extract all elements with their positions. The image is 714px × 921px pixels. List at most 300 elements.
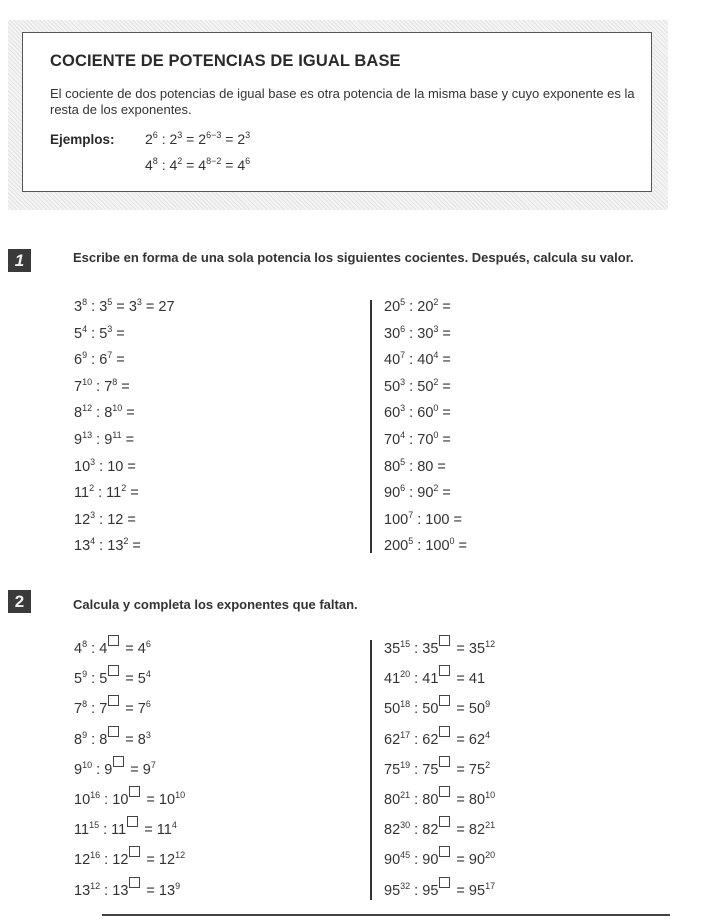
power-exponent: 15	[400, 639, 411, 649]
operator-text: =	[121, 431, 135, 448]
power-exponent: 7	[150, 759, 156, 770]
power-base: 4	[145, 157, 153, 173]
exercise-item	[384, 507, 467, 534]
exponent-answer-box[interactable]	[439, 846, 450, 857]
power-exponent: 6−3	[206, 130, 222, 140]
exercise-item	[384, 400, 467, 427]
power-exponent: 15	[89, 820, 100, 831]
exercise-item	[74, 785, 185, 815]
exercise-item	[74, 634, 185, 664]
exercise-item	[384, 664, 495, 694]
power-base: 11	[74, 485, 90, 502]
power-exponent: 32	[400, 880, 411, 891]
power-exponent: 6	[145, 699, 151, 710]
power-exponent: 17	[485, 880, 496, 891]
power-exponent: 8	[152, 156, 158, 166]
power-exponent: 3	[245, 130, 251, 140]
exercise-item	[384, 634, 495, 664]
operator-text: :	[87, 352, 100, 369]
power-base: 13	[74, 882, 91, 899]
examples-label: Ejemplos:	[50, 132, 115, 147]
operator-text: =	[121, 701, 138, 718]
operator-text: =	[452, 852, 469, 869]
power-exponent: 4	[90, 536, 96, 547]
exponent-answer-box[interactable]	[439, 635, 450, 646]
operator-text: :	[100, 852, 113, 869]
operator-text: :	[405, 299, 418, 315]
power-exponent: 9	[82, 669, 88, 680]
exercise-item	[384, 785, 495, 815]
exponent-answer-box[interactable]	[439, 665, 450, 676]
operator-text: =	[121, 671, 138, 688]
power-base: 30	[417, 325, 434, 342]
power-base: 4	[137, 641, 146, 657]
power-exponent: 8	[82, 639, 88, 649]
power-base: 20	[384, 299, 401, 315]
power-base: 50	[384, 701, 401, 718]
operator-text: :	[100, 791, 113, 808]
operator-text: : 12 =	[95, 511, 136, 528]
power-base: 10	[74, 791, 91, 808]
power-base: 6	[99, 352, 108, 369]
power-base: 3	[99, 299, 108, 315]
power-base: 2	[237, 131, 246, 147]
operator-text: = 27	[141, 299, 175, 315]
power-base: 70	[417, 431, 434, 448]
exponent-answer-box[interactable]	[129, 786, 140, 797]
exercise-item	[74, 845, 185, 875]
operator-text: =	[142, 791, 159, 808]
operator-text: :	[410, 641, 423, 657]
operator-text: :	[99, 822, 112, 839]
power-exponent: 6	[245, 156, 251, 166]
exercise-item	[74, 664, 185, 694]
power-base: 60	[417, 405, 434, 422]
power-exponent: 9	[82, 729, 88, 740]
power-exponent: 4	[433, 350, 439, 361]
power-base: 75	[384, 761, 401, 778]
power-base: 13	[107, 538, 124, 555]
power-exponent: 2	[433, 376, 439, 387]
power-base: 95	[468, 882, 486, 899]
power-base: 9	[104, 431, 113, 448]
power-exponent: 10	[82, 759, 93, 770]
operator-text: =	[128, 538, 141, 555]
operator-text: :	[410, 731, 423, 748]
power-base: 5	[137, 671, 146, 688]
operator-text: :	[92, 405, 105, 422]
operator-text: =	[121, 641, 138, 657]
power-base: 11	[111, 822, 127, 839]
power-exponent: 9	[485, 699, 491, 710]
power-exponent: 2	[177, 156, 183, 166]
exponent-answer-box[interactable]	[439, 786, 450, 797]
power-base: 82	[384, 822, 401, 839]
power-exponent: 16	[90, 789, 101, 800]
power-exponent: 4	[400, 429, 406, 440]
exercise-item	[384, 294, 467, 321]
operator-text: :	[410, 761, 423, 778]
exponent-answer-box[interactable]	[108, 695, 119, 706]
power-base: 60	[384, 405, 401, 422]
power-base: 75	[468, 761, 486, 778]
power-base: 100	[425, 538, 450, 555]
power-base: 40	[384, 352, 401, 369]
power-base: 8	[99, 731, 108, 748]
exercise-item	[74, 755, 185, 785]
power-base: 2	[145, 131, 153, 147]
exponent-answer-box[interactable]	[439, 877, 450, 888]
power-base: 11	[156, 822, 172, 839]
operator-text: :	[87, 299, 100, 315]
power-base: 4	[237, 157, 246, 173]
power-base: 7	[99, 701, 108, 718]
power-base: 8	[137, 731, 146, 748]
power-exponent: 3	[177, 130, 183, 140]
exponent-answer-box[interactable]	[439, 816, 450, 827]
operator-text: =	[438, 405, 451, 422]
power-exponent: 3	[90, 509, 96, 520]
operator-text: :	[405, 325, 418, 342]
operator-text: =	[182, 157, 199, 173]
operator-text: =	[438, 431, 451, 448]
operator-text: :	[405, 352, 418, 369]
exercise-item	[384, 480, 467, 507]
power-base: 9	[74, 431, 83, 448]
power-exponent: 17	[400, 729, 411, 740]
exercise-2-right-column	[384, 634, 495, 906]
operator-text: =	[452, 761, 469, 778]
operator-text: =	[438, 352, 451, 369]
power-exponent: 5	[400, 297, 406, 307]
power-base: 5	[99, 671, 108, 688]
power-base: 11	[74, 822, 90, 839]
operator-text: :	[410, 791, 423, 808]
exponent-answer-box[interactable]	[439, 726, 450, 737]
power-base: 80	[422, 791, 439, 808]
operator-text: :	[405, 378, 418, 395]
exercise-item	[74, 347, 175, 374]
exercise-item	[384, 845, 495, 875]
exponent-answer-box[interactable]	[113, 756, 124, 767]
operator-text: : 80 =	[405, 458, 446, 475]
rule-title: COCIENTE DE POTENCIAS DE IGUAL BASE	[50, 52, 401, 70]
bottom-rule	[102, 914, 670, 916]
operator-text: :	[87, 701, 100, 718]
operator-text: :	[92, 378, 105, 395]
power-exponent: 19	[400, 759, 411, 770]
power-base: 30	[384, 325, 401, 342]
power-exponent: 30	[400, 820, 411, 831]
operator-text: :	[405, 431, 418, 448]
operator-text: :	[410, 852, 423, 869]
power-exponent: 2	[123, 536, 129, 547]
exercise-item	[74, 507, 175, 534]
operator-text: :	[95, 538, 108, 555]
exercise-item	[74, 725, 185, 755]
power-base: 7	[74, 701, 83, 718]
operator-text: =	[112, 352, 125, 369]
exercise-1-instruction: Escribe en forma de una sola potencia los siguientes cocientes. Después, calcula su valor.	[73, 250, 634, 265]
exercise-item	[74, 480, 175, 507]
power-exponent: 12	[175, 850, 186, 861]
power-base: 50	[417, 378, 434, 395]
power-base: 80	[384, 791, 401, 808]
power-base: 12	[112, 852, 129, 869]
operator-text: =	[452, 882, 469, 899]
power-base: 41	[422, 671, 439, 688]
power-base: 4	[99, 641, 108, 657]
operator-text: =	[221, 131, 238, 147]
operator-text: :	[413, 538, 426, 555]
power-exponent: 0	[433, 429, 439, 440]
power-base: 80	[384, 458, 401, 475]
exponent-answer-box[interactable]	[129, 877, 140, 888]
power-exponent: 11	[112, 429, 122, 440]
exercise-item	[384, 533, 467, 560]
power-base: 8	[104, 405, 113, 422]
operator-text: =	[142, 852, 159, 869]
power-exponent: 9	[82, 350, 88, 361]
operator-text: =	[221, 157, 238, 173]
operator-text: : 10 =	[95, 458, 136, 475]
power-exponent: 3	[433, 323, 439, 334]
power-base: 50	[384, 378, 401, 395]
power-exponent: 5	[400, 456, 406, 467]
power-base: 12	[74, 852, 91, 869]
power-exponent: 10	[485, 789, 496, 800]
operator-text: :	[405, 485, 418, 502]
operator-text: :	[410, 882, 423, 899]
operator-text: =	[454, 538, 468, 555]
power-base: 5	[99, 325, 108, 342]
power-exponent: 4	[82, 323, 88, 334]
power-exponent: 10	[82, 376, 93, 387]
power-exponent: 0	[433, 403, 439, 414]
operator-text: :	[92, 431, 105, 448]
exercise-item	[384, 347, 467, 374]
operator-text: :	[87, 671, 100, 688]
exponent-answer-box[interactable]	[129, 846, 140, 857]
power-base: 80	[468, 791, 486, 808]
exercise-item	[384, 725, 495, 755]
power-base: 70	[384, 431, 401, 448]
exercise-item	[384, 755, 495, 785]
operator-text: = 41	[452, 671, 486, 688]
power-exponent: 8−2	[206, 156, 222, 166]
power-base: 13	[74, 538, 91, 555]
exercise-item	[384, 815, 495, 845]
operator-text: =	[126, 761, 143, 778]
operator-text: =	[438, 299, 451, 315]
power-base: 13	[158, 882, 176, 899]
exercise-1-left-column	[74, 294, 175, 560]
exercise-item	[384, 427, 467, 454]
example-line	[145, 131, 250, 147]
operator-text: =	[112, 299, 129, 315]
power-base: 5	[74, 325, 83, 342]
power-base: 7	[104, 378, 113, 395]
operator-text: :	[410, 701, 423, 718]
power-base: 12	[74, 511, 91, 528]
operator-text: :	[157, 131, 170, 147]
power-base: 6	[74, 352, 83, 369]
power-exponent: 2	[433, 297, 439, 307]
power-exponent: 9	[175, 880, 181, 891]
power-exponent: 13	[82, 429, 93, 440]
power-exponent: 6	[145, 639, 151, 649]
power-exponent: 16	[90, 850, 101, 861]
operator-text: :	[100, 882, 113, 899]
power-base: 2	[169, 131, 178, 147]
operator-text: =	[452, 731, 469, 748]
operator-text: :	[405, 405, 418, 422]
operator-text: :	[94, 485, 107, 502]
power-exponent: 0	[449, 536, 455, 547]
power-exponent: 12	[90, 880, 101, 891]
power-base: 8	[74, 731, 83, 748]
exercise-item	[74, 454, 175, 481]
power-base: 5	[74, 671, 83, 688]
power-exponent: 4	[145, 669, 151, 680]
operator-text: :	[87, 641, 100, 657]
power-base: 9	[104, 761, 113, 778]
column-divider	[370, 300, 372, 553]
power-base: 12	[158, 852, 176, 869]
power-exponent: 3	[400, 403, 406, 414]
power-exponent: 3	[400, 376, 406, 387]
operator-text: =	[452, 701, 469, 718]
power-base: 10	[74, 458, 91, 475]
power-exponent: 4	[485, 729, 491, 740]
power-base: 10	[158, 791, 176, 808]
exercise-item	[74, 294, 175, 321]
power-exponent: 7	[107, 350, 113, 361]
power-exponent: 10	[112, 403, 123, 414]
example-line	[145, 157, 250, 173]
power-exponent: 7	[408, 509, 414, 520]
power-base: 50	[468, 701, 486, 718]
power-base: 35	[468, 641, 486, 657]
power-base: 7	[74, 378, 83, 395]
power-base: 100	[384, 511, 409, 528]
exercise-item	[74, 815, 185, 845]
exercise-item	[384, 321, 467, 348]
power-exponent: 8	[82, 699, 88, 710]
operator-text: :	[410, 822, 423, 839]
power-exponent: 12	[485, 639, 496, 649]
power-base: 62	[384, 731, 401, 748]
exercise-item	[384, 876, 495, 906]
operator-text: :	[87, 325, 100, 342]
operator-text: : 100 =	[413, 511, 462, 528]
power-base: 20	[417, 299, 434, 315]
operator-text: =	[126, 485, 139, 502]
power-exponent: 3	[90, 456, 96, 467]
exercise-item	[74, 427, 175, 454]
exponent-answer-box[interactable]	[108, 665, 119, 676]
exercise-item	[74, 374, 175, 401]
exercise-2-left-column	[74, 634, 185, 906]
column-divider	[370, 640, 372, 900]
exercise-item	[74, 876, 185, 906]
exponent-answer-box[interactable]	[439, 756, 450, 767]
operator-text: :	[410, 671, 423, 688]
power-exponent: 20	[485, 850, 496, 861]
power-base: 90	[384, 852, 401, 869]
power-exponent: 6	[400, 483, 406, 494]
exercise-2-instruction: Calcula y completa los exponentes que faltan.	[73, 597, 358, 612]
operator-text: =	[438, 485, 451, 502]
power-base: 2	[198, 131, 207, 147]
rule-description: El cociente de dos potencias de igual base es otra potencia de la misma base y cuyo exponente es la resta de los exponentes.	[50, 86, 635, 117]
operator-text: =	[182, 131, 199, 147]
exponent-answer-box[interactable]	[127, 816, 138, 827]
exercise-item	[74, 694, 185, 724]
power-exponent: 12	[82, 403, 93, 414]
power-exponent: 20	[400, 669, 411, 680]
power-base: 90	[384, 485, 401, 502]
power-exponent: 45	[400, 850, 411, 861]
power-base: 95	[384, 882, 401, 899]
power-exponent: 4	[171, 820, 177, 831]
exponent-answer-box[interactable]	[108, 726, 119, 737]
power-exponent: 5	[408, 536, 414, 547]
power-exponent: 2	[433, 483, 439, 494]
power-exponent: 6	[400, 323, 406, 334]
exponent-answer-box[interactable]	[108, 635, 119, 646]
exercise-item	[74, 321, 175, 348]
power-base: 35	[422, 641, 439, 657]
exercise-item	[74, 400, 175, 427]
power-exponent: 18	[400, 699, 411, 710]
power-base: 3	[74, 299, 83, 315]
exercise-1-number: 1	[8, 249, 31, 272]
power-base: 82	[422, 822, 439, 839]
power-exponent: 8	[112, 376, 118, 387]
power-base: 95	[422, 882, 439, 899]
power-base: 3	[128, 299, 137, 315]
power-exponent: 6	[152, 130, 158, 140]
operator-text: =	[438, 325, 451, 342]
operator-text: :	[157, 157, 170, 173]
power-exponent: 21	[400, 789, 411, 800]
exercise-item	[384, 454, 467, 481]
power-exponent: 5	[107, 297, 113, 307]
operator-text: =	[142, 882, 159, 899]
operator-text: =	[121, 731, 138, 748]
exercise-item	[384, 694, 495, 724]
power-exponent: 2	[485, 759, 491, 770]
power-base: 7	[137, 701, 146, 718]
operator-text: :	[92, 761, 105, 778]
power-exponent: 21	[485, 820, 496, 831]
exercise-1-right-column	[384, 294, 467, 560]
operator-text: =	[140, 822, 157, 839]
operator-text: =	[438, 378, 451, 395]
operator-text: =	[117, 378, 130, 395]
exponent-answer-box[interactable]	[439, 695, 450, 706]
power-exponent: 3	[145, 729, 151, 740]
power-base: 10	[112, 791, 129, 808]
power-base: 8	[74, 405, 83, 422]
operator-text: =	[452, 641, 469, 657]
power-exponent: 2	[89, 483, 95, 494]
exercise-item	[74, 533, 175, 560]
power-base: 90	[417, 485, 434, 502]
power-base: 75	[422, 761, 439, 778]
power-base: 62	[468, 731, 486, 748]
